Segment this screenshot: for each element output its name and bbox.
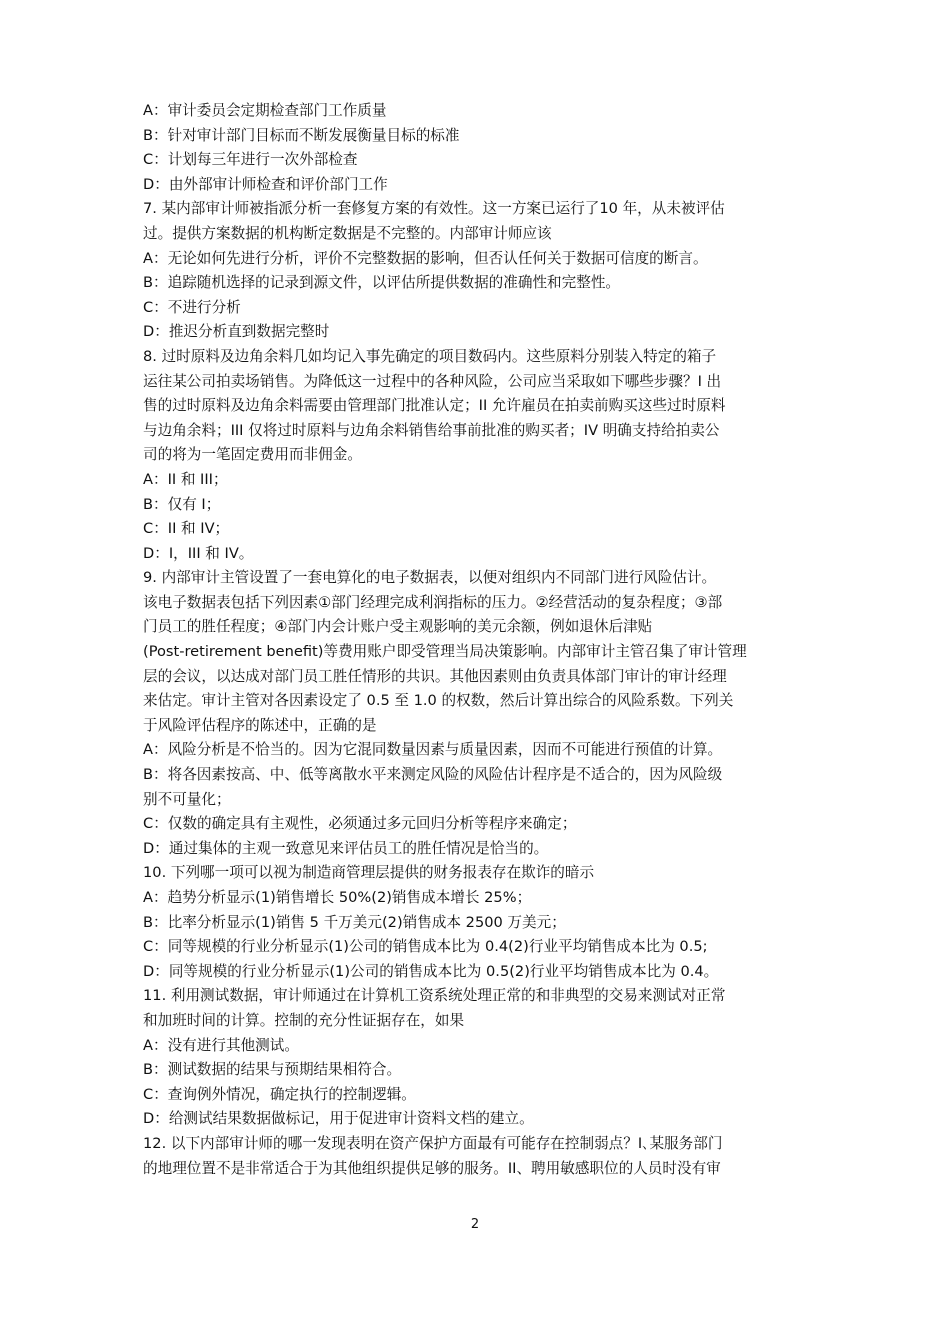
option-line: A：II 和 III； bbox=[143, 470, 228, 488]
option-line: D：由外部审计师检查和评价部门工作 bbox=[143, 175, 388, 193]
page-number: 2 bbox=[470, 1217, 480, 1232]
option-line: B：比率分析显示(1)销售 5 千万美元(2)销售成本 2500 万美元； bbox=[143, 913, 566, 931]
question-text-line: (Post-retirement benefit)等费用账户即受管理当局决策影响。内部审计主管召集了审计管理 bbox=[143, 643, 747, 661]
question-text-line: 和加班时间的计算。控制的充分性证据存在，如果 bbox=[143, 1011, 465, 1029]
option-line: B：针对审计部门目标而不断发展衡量目标的标准 bbox=[143, 126, 460, 144]
option-line: C：查询例外情况，确定执行的控制逻辑。 bbox=[143, 1085, 416, 1103]
question-10 bbox=[143, 861, 811, 984]
question-text-line: 的地理位置不是非常适合于为其他组织提供足够的服务。II、聘用敏感职位的人员时没有审 bbox=[143, 1159, 721, 1177]
option-line: D：推迟分析直到数据完整时 bbox=[143, 323, 330, 341]
question-text-line: 9. 内部审计主管设置了一套电算化的电子数据表，以便对组织内不同部门进行风险估计。 bbox=[143, 569, 717, 587]
question-7 bbox=[143, 197, 811, 345]
option-line: A：趋势分析显示(1)销售增长 50%(2)销售成本增长 25%； bbox=[143, 889, 532, 906]
question-text-line: 该电子数据表包括下列因素①部门经理完成利润指标的压力。②经营活动的复杂程度；③部 bbox=[143, 593, 723, 611]
option-line: B：仅有 I； bbox=[143, 495, 221, 513]
question-9 bbox=[143, 566, 811, 861]
option-line: C：不进行分析 bbox=[143, 298, 241, 316]
question-text-line: 7. 某内部审计师被指派分析一套修复方案的有效性。这一方案已运行了10 年，从未被评估 bbox=[143, 200, 725, 218]
option-line: 别不可量化； bbox=[143, 790, 231, 808]
question-text-line: 层的会议，以达成对部门员工胜任情形的共识。其他因素则由负责具体部门审计的审计经理 bbox=[143, 667, 727, 685]
option-line: B：将各因素按高、中、低等离散水平来测定风险的风险估计程序是不适合的，因为风险级 bbox=[143, 766, 723, 784]
option-line: A：没有进行其他测试。 bbox=[143, 1036, 299, 1054]
question-text-line: 过。提供方案数据的机构断定数据是不完整的。内部审计师应该 bbox=[143, 224, 552, 242]
question-text-line: 10. 下列哪一项可以视为制造商管理层提供的财务报表存在欺诈的暗示 bbox=[143, 864, 595, 882]
question-text-line: 运往某公司拍卖场销售。为降低这一过程中的各种风险，公司应当采取如下哪些步骤？I 出 bbox=[143, 372, 722, 390]
option-line: B：测试数据的结果与预期结果相符合。 bbox=[143, 1061, 402, 1079]
question-8 bbox=[143, 345, 811, 566]
question-12 bbox=[143, 1132, 811, 1181]
option-line: C：计划每三年进行一次外部检查 bbox=[143, 151, 358, 169]
question-text-line: 司的将为一笔固定费用而非佣金。 bbox=[143, 446, 362, 464]
option-line: D：同等规模的行业分析显示(1)公司的销售成本比为 0.5(2)行业平均销售成本比为 0.4。 bbox=[143, 962, 719, 980]
option-line: A：审计委员会定期检查部门工作质量 bbox=[143, 102, 387, 119]
question-text-line: 门员工的胜任程度；④部门内会计账户受主观影响的美元余额，例如退休后津贴 bbox=[143, 618, 653, 636]
option-line: A：无论如何先进行分析，评价不完整数据的影响，但否认任何关于数据可信度的断言。 bbox=[143, 249, 708, 267]
option-line: A：风险分析是不恰当的。因为它混同数量因素与质量因素，因而不可能进行预值的计算。 bbox=[143, 741, 723, 759]
option-line: C：同等规模的行业分析显示(1)公司的销售成本比为 0.4(2)行业平均销售成本比为 0.5; bbox=[143, 938, 708, 956]
question-text-line: 12. 以下内部审计师的哪一发现表明在资产保护方面最有可能存在控制弱点？I､某服务部门 bbox=[143, 1134, 723, 1152]
question-text-line: 于风险评估程序的陈述中，正确的是 bbox=[143, 716, 377, 734]
document-body bbox=[143, 99, 811, 1181]
question-text-line: 与边角余料；III 仅将过时原料与边角余料销售给事前批准的购买者；IV 明确支持给拍卖公 bbox=[143, 421, 720, 439]
option-line: D：通过集体的主观一致意见来评估员工的胜任情况是恰当的。 bbox=[143, 839, 549, 857]
option-line: C：仅数的确定具有主观性，必须通过多元回归分析等程序来确定； bbox=[143, 815, 577, 833]
question-11 bbox=[143, 984, 811, 1132]
previous-question-options bbox=[143, 99, 811, 197]
question-text-line: 售的过时原料及边角余料需要由管理部门批准认定；II 允许雇员在拍卖前购买这些过时原料 bbox=[143, 397, 726, 415]
option-line: C：II 和 IV； bbox=[143, 520, 230, 538]
question-text-line: 来估定。审计主管对各因素设定了 0.5 至 1.0 的权数，然后计算出综合的风险系数。下列关 bbox=[143, 692, 734, 710]
question-text-line: 8. 过时原料及边角余料几如均记入事先确定的项目数码内。这些原料分别装入特定的箱子 bbox=[143, 347, 717, 365]
option-line: D：给测试结果数据做标记，用于促进审计资料文档的建立。 bbox=[143, 1110, 534, 1128]
question-text-line: 11. 利用测试数据，审计师通过在计算机工资系统处理正常的和非典型的交易来测试对正常 bbox=[143, 987, 726, 1005]
option-line: B：追踪随机选择的记录到源文件，以评估所提供数据的准确性和完整性。 bbox=[143, 274, 621, 292]
option-line: D：I，III 和 IV。 bbox=[143, 544, 254, 562]
